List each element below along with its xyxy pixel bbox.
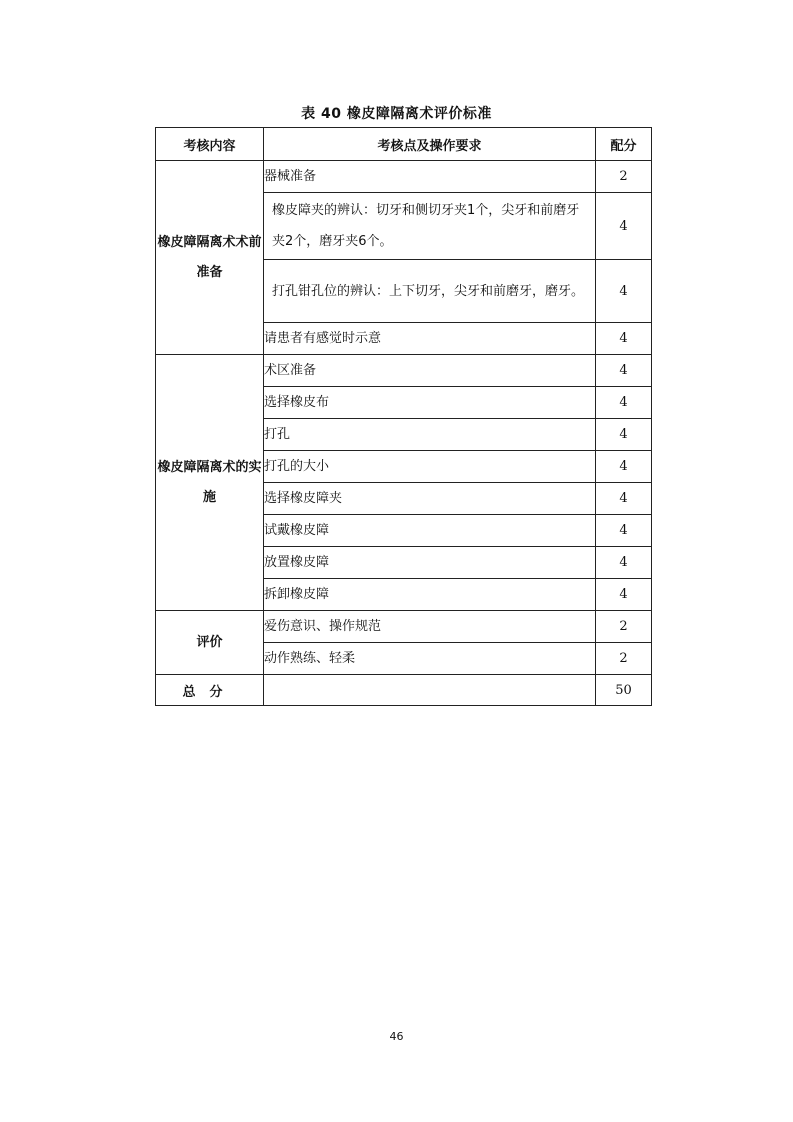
row-score: 4: [596, 355, 652, 387]
table-row: [156, 611, 652, 643]
header-score: 配分: [596, 128, 652, 161]
row-item: 拆卸橡皮障: [264, 579, 596, 611]
row-score: 4: [596, 579, 652, 611]
total-row: [156, 675, 652, 706]
header-requirements: 考核点及操作要求: [264, 128, 596, 161]
section-label: 评价: [156, 611, 264, 675]
row-score: 4: [596, 193, 652, 260]
row-score: 2: [596, 161, 652, 193]
total-score: 50: [596, 675, 652, 706]
row-item: 请患者有感觉时示意: [264, 323, 596, 355]
row-score: 2: [596, 643, 652, 675]
row-score: 4: [596, 483, 652, 515]
evaluation-table: [155, 127, 652, 706]
row-score: 4: [596, 323, 652, 355]
row-item: 橡皮障夹的辨认：切牙和侧切牙夹1个，尖牙和前磨牙夹2个，磨牙夹6个。: [264, 193, 596, 260]
row-score: 4: [596, 515, 652, 547]
row-item: 选择橡皮布: [264, 387, 596, 419]
header-content: 考核内容: [156, 128, 264, 161]
row-item: 术区准备: [264, 355, 596, 387]
row-item: 动作熟练、轻柔: [264, 643, 596, 675]
row-item: 打孔的大小: [264, 451, 596, 483]
row-item: 爱伤意识、操作规范: [264, 611, 596, 643]
row-item: 打孔: [264, 419, 596, 451]
total-item: [264, 675, 596, 706]
row-score: 4: [596, 451, 652, 483]
section-label: 橡皮障隔离术术前准备: [156, 161, 264, 355]
row-item: 放置橡皮障: [264, 547, 596, 579]
section-label: 橡皮障隔离术的实施: [156, 355, 264, 611]
row-score: 2: [596, 611, 652, 643]
row-item: 试戴橡皮障: [264, 515, 596, 547]
row-item: 器械准备: [264, 161, 596, 193]
table-header-row: [156, 128, 652, 161]
table-row: [156, 355, 652, 387]
row-score: 4: [596, 260, 652, 323]
table-row: [156, 161, 652, 193]
table-title: 表 40 橡皮障隔离术评价标准: [301, 106, 492, 122]
row-score: 4: [596, 387, 652, 419]
row-score: 4: [596, 419, 652, 451]
row-score: 4: [596, 547, 652, 579]
total-label: 总分: [156, 675, 264, 706]
row-item: 选择橡皮障夹: [264, 483, 596, 515]
page-number: 46: [389, 1030, 404, 1043]
row-item: 打孔钳孔位的辨认：上下切牙，尖牙和前磨牙，磨牙。: [264, 260, 596, 323]
